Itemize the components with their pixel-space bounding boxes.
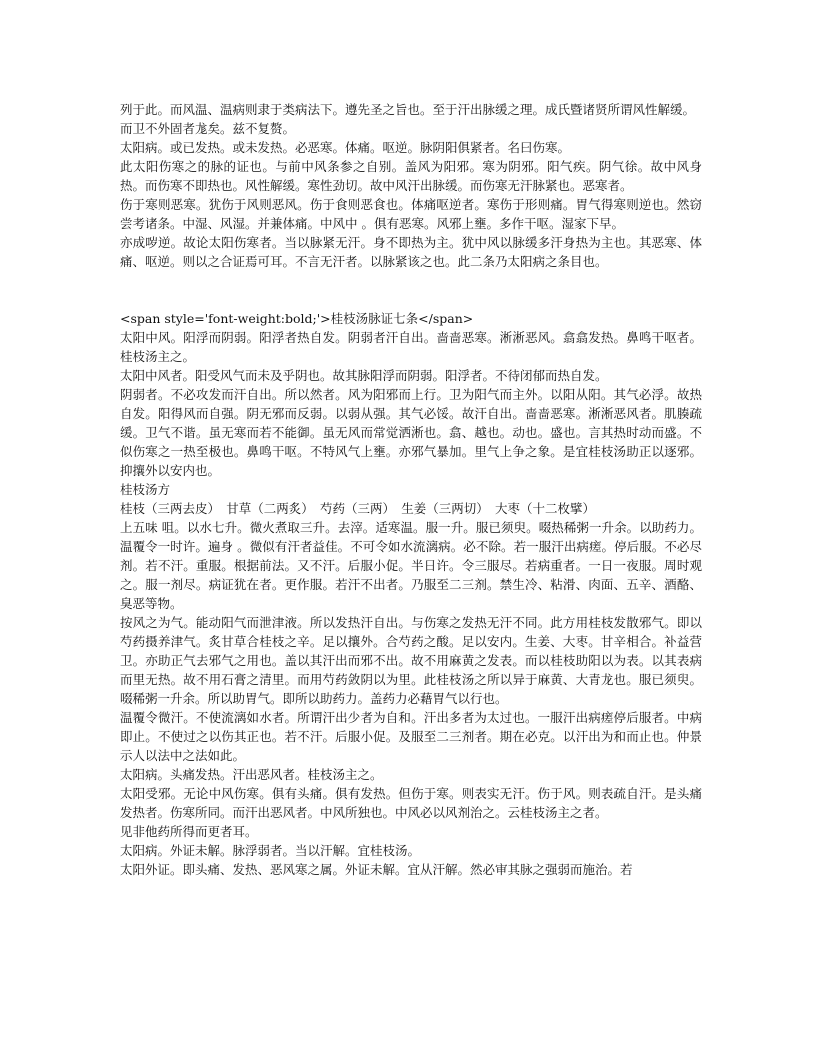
paragraph: 伤于寒则恶寒。犹伤于风则恶风。伤于食则恶食也。体痛呕逆者。寒伤于形则痛。胃气得寒则逆也。然窃尝考诸条。中湿、风湿。并兼体痛。中风中 。俱有恶寒。风邪上壅。多作干呕。湿家下早。 xyxy=(120,197,702,231)
paragraph: 而卫不外固者尨矣。兹不复赘。 xyxy=(120,121,296,136)
formula-ingredients: 桂枝（三两去皮） 甘草（二两炙） 芍药（三两） 生姜（三两切） 大枣（十二枚擘） xyxy=(120,501,596,516)
formula-title: 桂枝汤方 xyxy=(120,482,171,497)
paragraph: 上五味 咀。以水七升。微火煮取三升。去滓。适寒温。服一升。服已须臾。啜热稀粥一升余。以助药力。温覆令一时许。遍身 。微似有汗者益佳。不可令如水流漓病。必不除。若一服汗出病瘥。停后服。不必尽剂。若不汗。重服。根据前法。又不汗。后服小促。半日许。令三服尽。若病重者。一日一夜服。周时观之。服一剂尽。病证犹在者。更作服。若汗不出者。乃服至二三剂。禁生冷、粘滑、肉面、五辛、酒酪、臭恶等物。 xyxy=(120,520,702,611)
paragraph: 太阳病。或已发热。或未发热。必恶寒。体痛。呕逆。脉阴阳俱紧者。名曰伤寒。 xyxy=(120,140,571,155)
section-heading-raw: <span style='font-weight:bold;'>桂枝汤脉证七条</span> xyxy=(120,311,474,326)
paragraph: 太阳中风者。阳受风气而未及乎阴也。故其脉阳浮而阴弱。阳浮者。不待闭郁而热自发。 xyxy=(120,368,608,383)
paragraph: 太阳病。头痛发热。汗出恶风者。桂枝汤主之。 xyxy=(120,767,383,782)
spacer xyxy=(120,271,702,309)
document-page xyxy=(120,100,702,879)
paragraph: 太阳病。外证未解。脉浮弱者。当以汗解。宜桂枝汤。 xyxy=(120,843,421,858)
paragraph: 阴弱者。不必攻发而汗自出。所以然者。风为阳邪而上行。卫为阳气而主外。以阳从阳。其气必浮。故热自发。阳得风而自强。阴无邪而反弱。以弱从强。其气必馁。故汗自出。啬啬恶寒。淅淅恶风者。肌腠疏缓。卫气不谐。虽无寒而若不能御。虽无风而常觉洒淅也。翕、越也。动也。盛也。言其热时动而盛。不似伤寒之一热至极也。鼻鸣干呕。不特风气上壅。亦邪气暴加。里气上争之象。是宜桂枝汤助正以逐邪。抑攘外以安内也。 xyxy=(120,387,702,478)
paragraph: 按风之为气。能动阳气而泄津液。所以发热汗自出。与伤寒之发热无汗不同。此方用桂枝发散邪气。即以芍药摄养津气。炙甘草合桂枝之辛。足以攘外。合芍药之酸。足以安内。生姜、大枣。甘辛相合。补益营卫。亦助正气去邪气之用也。盖以其汗出而邪不出。故不用麻黄之发表。而以桂枝助阳以为表。以其表病而里无热。故不用石膏之清里。而用芍药敛阴以为里。此桂枝汤之所以异于麻黄、大青龙也。服已须臾。啜稀粥一升余。所以助胃气。即所以助药力。盖药力必藉胃气以行也。 xyxy=(120,615,702,706)
paragraph: 列于此。而风温、温病则隶于类病法下。遵先圣之旨也。至于汗出脉缓之理。成氏暨诸贤所谓风性解缓。 xyxy=(120,102,696,117)
paragraph: 见非他药所得而更者耳。 xyxy=(120,824,258,839)
paragraph: 太阳中风。阳浮而阴弱。阳浮者热自发。阴弱者汗自出。啬啬恶寒。淅淅恶风。翕翕发热。鼻鸣干呕者。桂枝汤主之。 xyxy=(120,330,702,364)
paragraph: 太阳受邪。无论中风伤寒。俱有头痛。俱有发热。但伤于寒。则表实无汗。伤于风。则表疏自汗。是头痛发热者。伤寒所同。而汗出恶风者。中风所独也。中风必以风剂治之。云桂枝汤主之者。 xyxy=(120,786,702,820)
paragraph: 温覆令微汗。不使流漓如水者。所谓汗出少者为自和。汗出多者为太过也。一服汗出病瘥停后服者。中病即止。不使过之以伤其正也。若不汗。后服小促。及服至二三剂者。期在必克。以汗出为和而止也。仲景示人以法中之法如此。 xyxy=(120,710,702,763)
paragraph: 此太阳伤寒之的脉的证也。与前中风条参之自别。盖风为阳邪。寒为阴邪。阳气疾。阴气徐。故中风身热。而伤寒不即热也。风性解缓。寒性劲切。故中风汗出脉缓。而伤寒无汗脉紧也。恶寒者。 xyxy=(120,159,702,193)
paragraph: 太阳外证。即头痛、发热、恶风寒之属。外证未解。宜从汗解。然必审其脉之强弱而施治。若 xyxy=(120,862,633,877)
paragraph: 亦成哕逆。故论太阳伤寒者。当以脉紧无汗。身不即热为主。犹中风以脉缓多汗身热为主也。其恶寒、体痛、呕逆。则以之合证焉可耳。不言无汗者。以脉紧该之也。此二条乃太阳病之条目也。 xyxy=(120,235,702,269)
